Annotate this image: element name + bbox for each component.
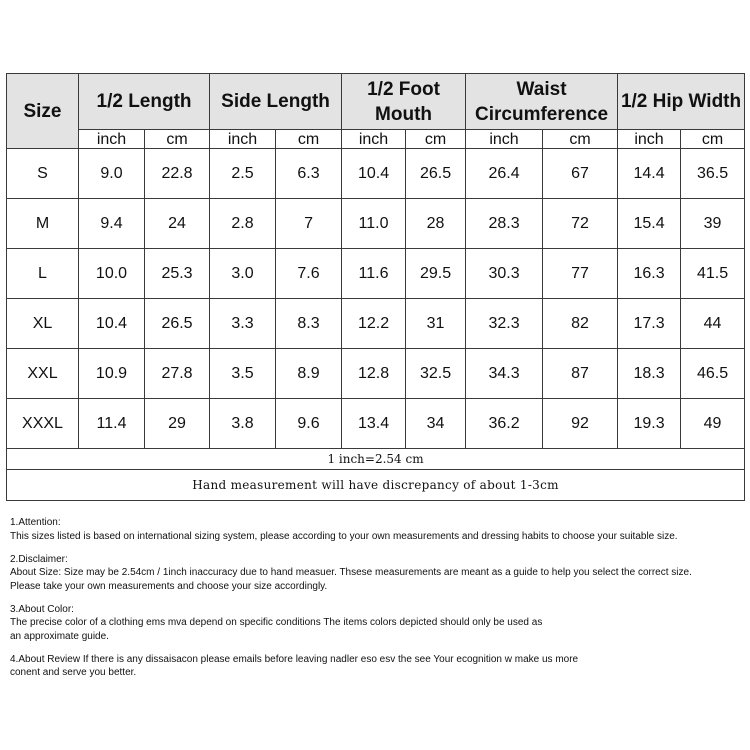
size-label-cell: M xyxy=(7,199,79,249)
size-row xyxy=(7,199,745,249)
measurement-cell: 10.0 xyxy=(79,249,145,299)
measurement-cell: 8.3 xyxy=(276,299,342,349)
measurement-cell: 9.4 xyxy=(79,199,145,249)
measurement-cell: 3.0 xyxy=(210,249,276,299)
unit-row xyxy=(7,130,745,149)
unit-cell: cm xyxy=(543,130,618,149)
measurement-cell: 39 xyxy=(681,199,745,249)
measurement-cell: 29 xyxy=(145,399,210,449)
measurement-cell: 11.6 xyxy=(342,249,406,299)
measurement-cell: 7 xyxy=(276,199,342,249)
header-half-hip-width: 1/2 Hip Width xyxy=(618,74,745,130)
header-half-foot-mouth: 1/2 Foot Mouth xyxy=(342,74,466,130)
attention-block xyxy=(10,516,745,543)
measurement-cell: 18.3 xyxy=(618,349,681,399)
size-rows xyxy=(7,149,745,449)
disclaimer-text: About Size: Size may be 2.54cm / 1inch inaccuracy due to hand measuer. Thsese measurements are meant as a guide to help you select the correct size. xyxy=(10,567,692,578)
measurement-cell: 16.3 xyxy=(618,249,681,299)
review-block xyxy=(10,653,745,680)
color-title: 3.About Color: xyxy=(10,603,74,615)
unit-cell: inch xyxy=(79,130,145,149)
measurement-cell: 29.5 xyxy=(406,249,466,299)
measurement-cell: 92 xyxy=(543,399,618,449)
attention-title: 1.Attention: xyxy=(10,517,61,528)
size-label-cell: L xyxy=(7,249,79,299)
measurement-cell: 14.4 xyxy=(618,149,681,199)
discrepancy-row xyxy=(7,470,745,501)
measurement-cell: 8.9 xyxy=(276,349,342,399)
measurement-cell: 31 xyxy=(406,299,466,349)
measurement-cell: 7.6 xyxy=(276,249,342,299)
measurement-cell: 25.3 xyxy=(145,249,210,299)
color-text: an approximate guide. xyxy=(10,630,109,642)
header-size: Size xyxy=(7,74,79,149)
measurement-cell: 2.8 xyxy=(210,199,276,249)
unit-cell: inch xyxy=(342,130,406,149)
measurement-cell: 12.8 xyxy=(342,349,406,399)
measurement-cell: 24 xyxy=(145,199,210,249)
measurement-cell: 22.8 xyxy=(145,149,210,199)
header-side-length: Side Length xyxy=(210,74,342,130)
measurement-cell: 26.4 xyxy=(466,149,543,199)
size-label-cell: XXXL xyxy=(7,399,79,449)
measurement-cell: 28.3 xyxy=(466,199,543,249)
measurement-cell: 10.4 xyxy=(342,149,406,199)
conversion-note: 1 inch=2.54 cm xyxy=(7,449,745,470)
measurement-cell: 49 xyxy=(681,399,745,449)
measurement-cell: 44 xyxy=(681,299,745,349)
measurement-cell: 27.8 xyxy=(145,349,210,399)
measurement-cell: 3.5 xyxy=(210,349,276,399)
measurement-cell: 32.5 xyxy=(406,349,466,399)
size-row xyxy=(7,249,745,299)
measurement-cell: 11.4 xyxy=(79,399,145,449)
discrepancy-note: Hand measurement will have discrepancy of about 1-3cm xyxy=(7,470,745,501)
disclaimer-block xyxy=(10,553,745,594)
size-chart-table xyxy=(6,73,745,501)
unit-cell: inch xyxy=(210,130,276,149)
header-half-length: 1/2 Length xyxy=(79,74,210,130)
measurement-cell: 82 xyxy=(543,299,618,349)
unit-cell: cm xyxy=(406,130,466,149)
measurement-cell: 67 xyxy=(543,149,618,199)
measurement-cell: 15.4 xyxy=(618,199,681,249)
measurement-cell: 36.5 xyxy=(681,149,745,199)
measurement-cell: 9.0 xyxy=(79,149,145,199)
measurement-cell: 28 xyxy=(406,199,466,249)
size-row xyxy=(7,399,745,449)
measurement-cell: 46.5 xyxy=(681,349,745,399)
size-row xyxy=(7,299,745,349)
unit-cell: inch xyxy=(618,130,681,149)
notes-section xyxy=(10,516,745,689)
measurement-cell: 41.5 xyxy=(681,249,745,299)
measurement-cell: 12.2 xyxy=(342,299,406,349)
header-row xyxy=(7,74,745,130)
measurement-cell: 2.5 xyxy=(210,149,276,199)
measurement-cell: 30.3 xyxy=(466,249,543,299)
measurement-cell: 34 xyxy=(406,399,466,449)
attention-text: This sizes listed is based on international sizing system, please according to your own measurements and dressing habits to choose your suitable size. xyxy=(10,530,678,542)
measurement-cell: 9.6 xyxy=(276,399,342,449)
color-text: The precise color of a clothing ems mva depend on specific conditions The items colors depicted should only be used as xyxy=(10,617,543,628)
measurement-cell: 13.4 xyxy=(342,399,406,449)
color-block xyxy=(10,603,745,644)
size-row xyxy=(7,349,745,399)
measurement-cell: 32.3 xyxy=(466,299,543,349)
disclaimer-title: 2.Disclaimer: xyxy=(10,553,68,565)
measurement-cell: 36.2 xyxy=(466,399,543,449)
size-label-cell: S xyxy=(7,149,79,199)
measurement-cell: 34.3 xyxy=(466,349,543,399)
measurement-cell: 11.0 xyxy=(342,199,406,249)
review-text: conent and serve you better. xyxy=(10,667,137,678)
measurement-cell: 17.3 xyxy=(618,299,681,349)
measurement-cell: 26.5 xyxy=(406,149,466,199)
measurement-cell: 6.3 xyxy=(276,149,342,199)
unit-cell: cm xyxy=(681,130,745,149)
header-waist-circumference: Waist Circumference xyxy=(466,74,618,130)
measurement-cell: 72 xyxy=(543,199,618,249)
measurement-cell: 10.9 xyxy=(79,349,145,399)
measurement-cell: 77 xyxy=(543,249,618,299)
measurement-cell: 3.8 xyxy=(210,399,276,449)
unit-cell: inch xyxy=(466,130,543,149)
measurement-cell: 19.3 xyxy=(618,399,681,449)
unit-cell: cm xyxy=(145,130,210,149)
measurement-cell: 26.5 xyxy=(145,299,210,349)
disclaimer-text: Please take your own measurements and choose your size accordingly. xyxy=(10,580,328,592)
measurement-cell: 3.3 xyxy=(210,299,276,349)
unit-cell: cm xyxy=(276,130,342,149)
size-label-cell: XXL xyxy=(7,349,79,399)
size-label-cell: XL xyxy=(7,299,79,349)
review-text: 4.About Review If there is any dissaisacon please emails before leaving nadler eso esv the see Your ecognition w make us more xyxy=(10,653,579,665)
conversion-row xyxy=(7,449,745,470)
measurement-cell: 10.4 xyxy=(79,299,145,349)
measurement-cell: 87 xyxy=(543,349,618,399)
size-row xyxy=(7,149,745,199)
